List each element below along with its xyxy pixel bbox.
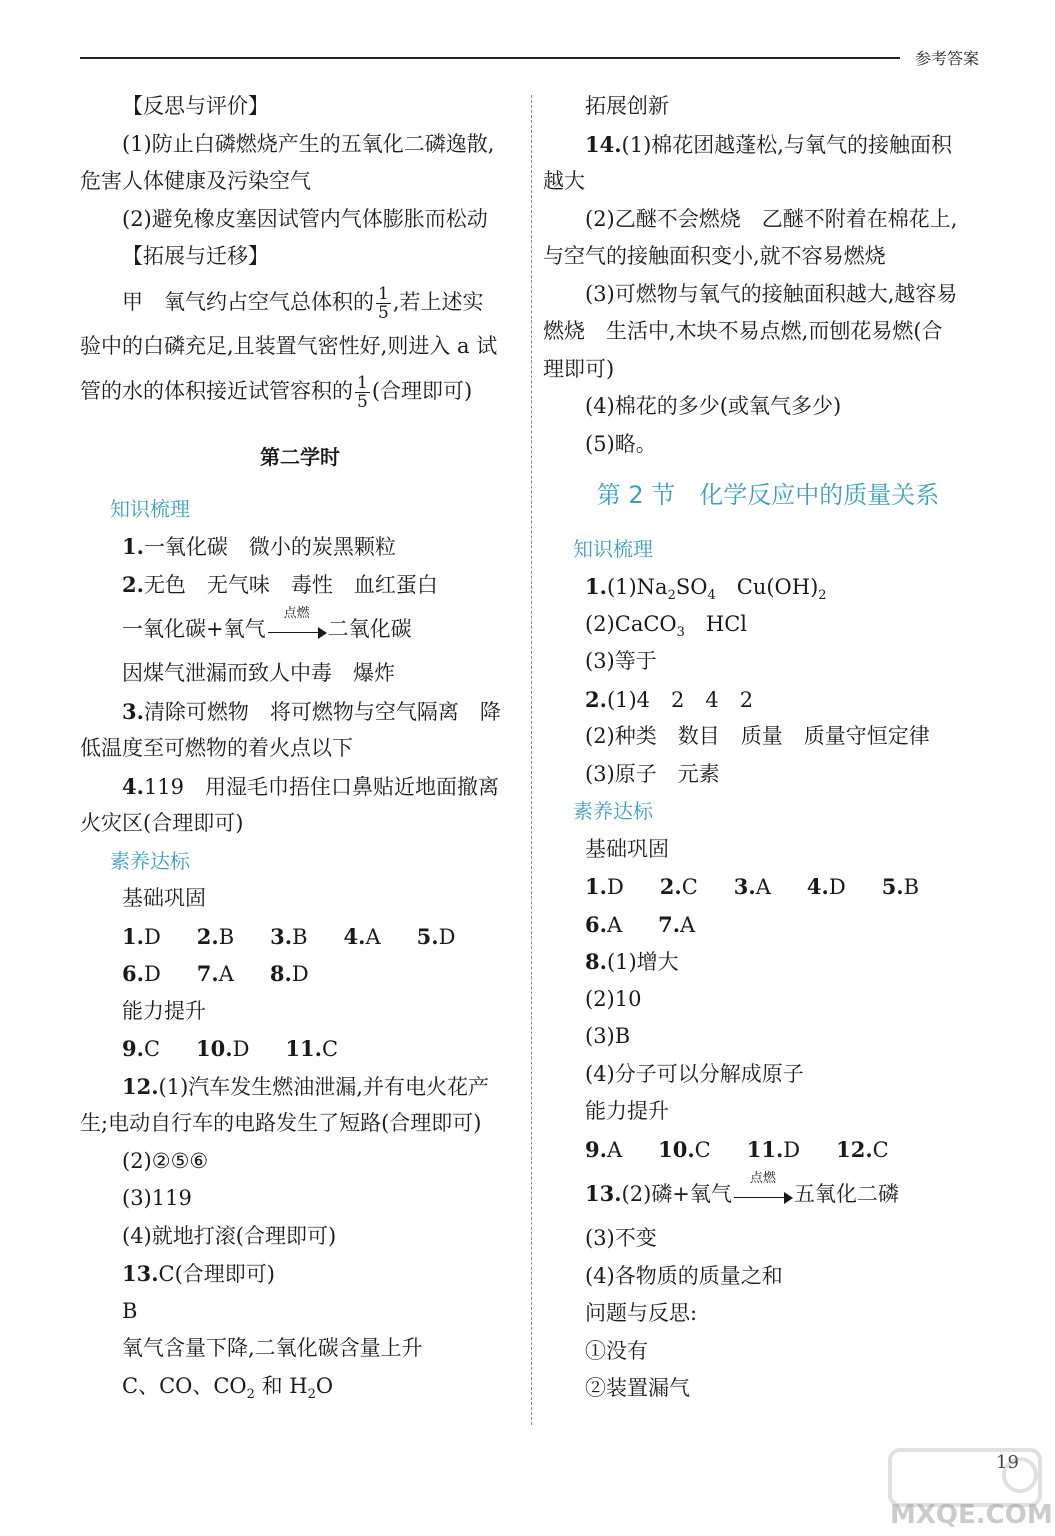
text-line: (3)119 <box>122 1186 192 1210</box>
answer-text: (1)汽车发生燃油泄漏,并有电火花产 <box>158 1074 489 1099</box>
choice-answer <box>747 1131 800 1170</box>
equation-reactants: (2)磷+氧气 <box>621 1182 732 1206</box>
text-line: 验中的白磷充足,且装置气密性好,则进入 a 试 <box>80 333 498 358</box>
equation-line <box>80 603 520 655</box>
subscript: 4 <box>707 588 716 604</box>
choice-letter: D <box>291 962 309 986</box>
text-fragment: HCl <box>684 611 748 636</box>
text-line: 理即可) <box>543 356 615 381</box>
text-fragment: (1)Na <box>606 575 668 599</box>
question-number: 4. <box>806 874 829 899</box>
text-line: 危害人体健康及污染空气 <box>80 169 311 193</box>
column-divider <box>531 95 532 1425</box>
question-number: 1. <box>122 534 144 559</box>
question-number: 11. <box>285 1036 322 1061</box>
question-number: 4. <box>122 773 144 799</box>
question-number: 10. <box>196 1036 233 1061</box>
choice-letter: A <box>680 912 696 937</box>
section-heading-knowledge: 知识梳理 <box>573 536 653 561</box>
choice-answer <box>658 906 695 945</box>
answer-text: C(合理即可) <box>158 1262 276 1286</box>
choice-answer <box>585 868 624 907</box>
answer-text: 119 用湿毛巾捂住口鼻贴近地面撤离 <box>143 774 500 799</box>
question-number: 11. <box>746 1136 784 1162</box>
text-line: (2)乙醚不会燃烧 乙醚不附着在棉花上, <box>585 206 958 231</box>
text-fragment: 甲 氧气约占空气总体积的 <box>122 289 374 314</box>
text-line: (3)原子 元素 <box>585 761 720 786</box>
text-fragment: 和 H <box>254 1373 308 1398</box>
text-fragment: Cu(OH) <box>715 575 819 599</box>
choice-letter: B <box>292 924 308 949</box>
fraction <box>376 285 391 322</box>
text-line: (4)就地打滚(合理即可) <box>122 1223 337 1248</box>
choice-answers-row <box>543 868 993 906</box>
question-number: 3. <box>270 923 293 949</box>
question-number: 8. <box>585 949 607 974</box>
choice-letter: C <box>143 1037 161 1061</box>
choice-letter: A <box>606 1137 623 1162</box>
subscript: 2 <box>307 1386 316 1402</box>
text-line: 因煤气泄漏而致人中毒 爆炸 <box>122 661 395 685</box>
text-fragment: SO <box>675 575 708 599</box>
header-label: 参考答案 <box>915 49 980 68</box>
text-line: (4)各物质的质量之和 <box>585 1263 783 1288</box>
subheading-basic: 基础巩固 <box>585 836 669 861</box>
answer-line <box>543 681 993 719</box>
answer-line <box>80 693 520 731</box>
subheading-ability: 能力提升 <box>122 998 206 1023</box>
text-line: 火灾区(合理即可) <box>80 811 244 835</box>
choice-answer <box>807 868 846 907</box>
equation-reactants: 一氧化碳+氧气 <box>122 617 266 641</box>
answer-text: (1)棉花团越蓬松,与氧气的接触面积 <box>621 132 952 157</box>
text-line: 低温度至可燃物的着火点以下 <box>80 736 353 760</box>
choice-answer <box>270 955 309 994</box>
answer-line <box>80 768 520 806</box>
text-line: (2)②⑤⑥ <box>122 1148 209 1173</box>
choice-answer <box>122 955 161 994</box>
question-number: 2. <box>122 571 144 597</box>
left-column <box>80 88 520 1405</box>
choice-answers-row <box>543 906 993 944</box>
heading-extension: 【拓展与迁移】 <box>122 244 269 268</box>
choice-letter: D <box>828 875 846 899</box>
equation-line <box>543 1168 993 1220</box>
choice-letter: A <box>606 912 623 937</box>
text-line: (5)略。 <box>585 431 657 456</box>
choice-answers-row <box>80 1030 520 1068</box>
text-line: (3)不变 <box>585 1226 657 1250</box>
answer-text: (1)增大 <box>606 950 679 974</box>
equation-products: 五氧化二磷 <box>793 1182 899 1206</box>
formula-line <box>543 606 993 644</box>
answer-line <box>80 1068 520 1106</box>
text-line: 氧气含量下降,二氧化碳含量上升 <box>122 1336 423 1360</box>
fraction <box>355 374 370 411</box>
text-line: (3)等于 <box>585 649 657 673</box>
text-line: (2)10 <box>585 986 642 1011</box>
section-title: 第 2 节 化学反应中的质量关系 <box>596 481 940 509</box>
text-line: (2)种类 数目 质量 质量守恒定律 <box>585 724 930 748</box>
choice-answers-row <box>543 1131 993 1169</box>
text-line: ②装置漏气 <box>585 1376 690 1400</box>
header-rule <box>80 57 900 59</box>
text-fragment: (合理即可) <box>371 379 473 403</box>
question-number: 12. <box>122 1073 159 1099</box>
text-line-fraction <box>80 276 520 328</box>
choice-letter: D <box>783 1137 801 1162</box>
fraction-numerator: 1 <box>378 283 389 304</box>
section-heading-literacy: 素养达标 <box>110 848 190 873</box>
choice-letter: A <box>218 962 234 986</box>
question-number: 5. <box>881 874 904 899</box>
question-number: 2. <box>659 874 682 899</box>
section-heading-knowledge: 知识梳理 <box>110 496 190 521</box>
choice-letter: C <box>681 875 698 899</box>
question-number: 10. <box>658 1136 695 1162</box>
text-fragment: 管的水的体积接近试管容积的 <box>80 379 353 403</box>
text-line: 燃烧 生活中,木块不易点燃,而刨花易燃(合 <box>543 319 943 343</box>
choice-answers-row <box>80 955 520 993</box>
question-number: 1. <box>122 923 144 949</box>
choice-answer <box>658 1131 711 1170</box>
formula-line <box>543 568 993 606</box>
choice-letter: A <box>365 924 381 949</box>
answer-text: 清除可燃物 将可燃物与空气隔离 降 <box>143 699 501 724</box>
choice-letter: D <box>143 962 161 986</box>
choice-answer <box>882 868 919 907</box>
choice-answer <box>734 868 771 907</box>
answer-text: 一氧化碳 微小的炭黑颗粒 <box>143 535 396 559</box>
question-number: 4. <box>343 923 366 949</box>
choice-letter: B <box>903 875 920 899</box>
choice-letter: C <box>694 1137 711 1162</box>
question-number: 13. <box>122 1261 159 1286</box>
choice-letter: B <box>218 924 235 949</box>
subscript: 2 <box>818 588 827 604</box>
text-line: 与空气的接触面积变小,就不容易燃烧 <box>543 244 886 268</box>
subscript: 2 <box>667 588 676 604</box>
text-line: (2)避免橡皮塞因试管内气体膨胀而松动 <box>122 206 488 231</box>
lesson-title: 第二学时 <box>260 445 340 469</box>
text-line: 生;电动自行车的电路发生了短路(合理即可) <box>80 1111 482 1135</box>
text-fragment: C、CO、CO <box>122 1373 247 1398</box>
subheading-ability: 能力提升 <box>585 1099 669 1123</box>
choice-answer <box>270 918 307 957</box>
choice-answer <box>122 1030 160 1069</box>
choice-letter: A <box>755 875 771 899</box>
reaction-arrow <box>268 605 326 641</box>
question-number: 9. <box>122 1036 144 1061</box>
answer-line <box>80 1255 520 1293</box>
question-number: 1. <box>585 874 607 899</box>
fraction-numerator: 1 <box>357 373 368 393</box>
choice-answer <box>836 1131 889 1170</box>
question-number: 14. <box>585 131 622 157</box>
choice-answers-row <box>80 918 520 956</box>
answer-line <box>80 566 520 604</box>
choice-answer <box>660 868 698 907</box>
reaction-condition: 点燃 <box>283 605 310 621</box>
choice-answer <box>197 955 234 994</box>
page-number: 19 <box>996 1452 1019 1473</box>
answer-line <box>80 528 520 566</box>
text-line: ①没有 <box>585 1338 648 1363</box>
fraction-denominator: 5 <box>378 302 389 323</box>
choice-letter: C <box>872 1137 889 1162</box>
text-line: (3)可燃物与氧气的接触面积越大,越容易 <box>585 281 958 306</box>
answer-text: (1)4 2 4 2 <box>606 687 754 712</box>
section-heading-literacy: 素养达标 <box>573 799 653 823</box>
choice-letter: D <box>606 875 624 899</box>
choice-letter: D <box>232 1037 250 1061</box>
answer-line <box>543 943 993 981</box>
question-number: 2. <box>585 686 607 712</box>
choice-letter: D <box>438 924 456 949</box>
choice-answer <box>585 906 622 945</box>
right-column <box>543 88 993 1408</box>
subheading-basic: 基础巩固 <box>122 886 206 910</box>
question-number: 12. <box>836 1136 873 1162</box>
choice-answer <box>585 1131 622 1170</box>
fraction-denominator: 5 <box>357 392 368 412</box>
text-line: (4)分子可以分解成原子 <box>585 1061 804 1086</box>
formula-line <box>80 1368 520 1406</box>
question-number: 3. <box>122 698 144 724</box>
choice-answer <box>285 1030 338 1069</box>
choice-answer <box>417 918 456 957</box>
choice-letter: C <box>321 1037 339 1061</box>
text-line: (3)B <box>585 1024 631 1048</box>
question-number: 1. <box>585 574 607 599</box>
choice-answer <box>197 918 234 957</box>
question-number: 13. <box>585 1181 622 1206</box>
text-fragment: ,若上述实 <box>392 289 484 314</box>
choice-answer <box>122 918 161 957</box>
reaction-arrow <box>734 1170 792 1206</box>
text-fragment: (2)CaCO <box>585 611 677 636</box>
heading-reflection: 【反思与评价】 <box>122 94 269 118</box>
watermark-text: MXQE.COM <box>890 1500 1053 1530</box>
text-line: (1)防止白磷燃烧产生的五氧化二磷逸散, <box>122 131 495 156</box>
choice-letter: D <box>143 924 161 949</box>
answer-line <box>543 126 993 164</box>
choice-answer <box>196 1030 249 1069</box>
question-number: 2. <box>196 923 219 949</box>
question-number: 8. <box>269 961 292 986</box>
subheading-innovation: 拓展创新 <box>585 94 669 118</box>
text-line: 越大 <box>543 169 585 193</box>
question-number: 6. <box>585 911 607 937</box>
subscript: 3 <box>676 624 685 640</box>
text-line: B <box>122 1298 138 1323</box>
question-number: 7. <box>196 961 219 986</box>
text-line: (4)棉花的多少(或氧气多少) <box>585 394 842 418</box>
equation-products: 二氧化碳 <box>327 617 412 641</box>
text-line-fraction <box>80 365 520 417</box>
reaction-condition: 点燃 <box>749 1170 776 1186</box>
question-number: 7. <box>658 911 681 937</box>
subheading-questions: 问题与反思: <box>585 1301 698 1325</box>
text-fragment: O <box>315 1373 334 1398</box>
question-number: 6. <box>122 961 144 986</box>
choice-answer <box>344 918 381 957</box>
question-number: 9. <box>585 1136 607 1162</box>
question-number: 5. <box>416 923 439 949</box>
question-number: 3. <box>733 874 756 899</box>
answer-text: 无色 无气味 毒性 血红蛋白 <box>143 572 438 597</box>
subscript: 2 <box>246 1386 255 1402</box>
